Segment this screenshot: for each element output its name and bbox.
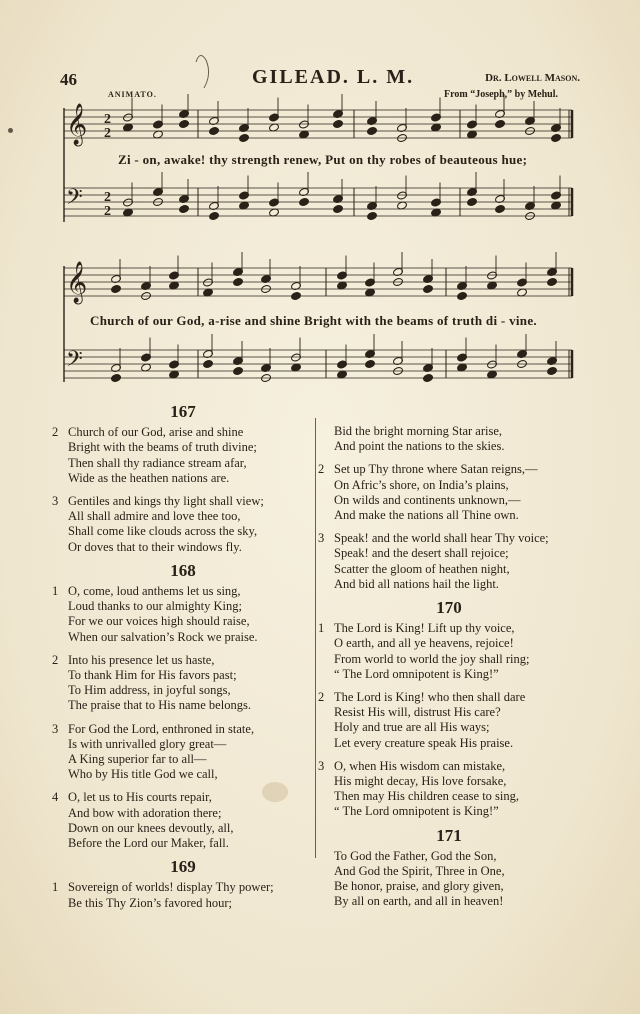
stanza [52,653,314,714]
hymn-number-167: 167 [170,402,196,421]
stanza [52,425,314,486]
page-number: 46 [60,70,77,89]
stanza [52,790,314,851]
stanza-line: To thank Him for His favors past; [68,668,237,683]
hymn-170 [318,621,580,819]
stanza-line: Speak! and the world shall hear Thy voice; [334,531,549,546]
stanza-line: To Him address, in joyful songs, [68,683,231,698]
stanza [52,722,314,783]
stanza-line: Be this Thy Zion’s favored hour; [68,895,232,910]
time-signature: 2 [104,126,111,141]
note-head [367,211,378,220]
stanza-number: 2 [52,425,59,440]
stanza-line: O, let us to His courts repair, [68,790,212,805]
stanza [52,584,314,645]
time-signature: 2 [104,112,111,127]
stanza-number: 3 [52,494,59,509]
stanza-line: For God the Lord, enthroned in state, [68,721,255,736]
stanza-line: The Lord is King! who then shall dare [334,690,526,705]
stanza-line: And make the nations all Thine own. [334,508,519,523]
note-head [457,291,468,300]
stanza-line: “ The Lord omnipotent is King!” [334,666,499,681]
note-head [333,119,344,128]
stanza-number: 3 [52,721,59,736]
note-head [547,366,558,375]
stanza-line: The praise that to His name belongs. [68,698,251,713]
right-column [318,400,580,918]
stanza [318,849,580,910]
stanza-line: Is with unrivalled glory great— [68,736,227,751]
time-signature: 2 [104,204,111,219]
source-credit: From “Joseph,” by Mehul. [444,89,558,100]
note-head [203,359,214,368]
hymn-167 [52,425,314,555]
stanza [318,690,580,751]
note-head [209,126,220,135]
note-head [423,373,434,382]
composer-credit: Dr. Lowell Mason. [485,72,580,84]
hymn-number-169: 169 [170,857,196,877]
note-head [467,197,478,206]
music-lyric-line-1: Zi - on, awake! thy strength renew, Put on thy robes of beauteous hue; [118,152,528,167]
note-head [333,204,344,213]
music-lyric-line-2: Church of our God, a-rise and shine Bright with the beams of truth di - vine. [90,313,537,328]
stanza-number: 2 [52,652,59,667]
hymn-168 [52,584,314,851]
pencil-mark [196,55,209,88]
treble-clef: 𝄞 [66,262,88,303]
stanza-number: 2 [318,690,325,705]
music-score [0,0,640,400]
stanza-line: Sovereign of worlds! display Thy power; [68,880,274,895]
stanza-line: And bid all nations hail the light. [334,576,499,591]
tempo-marking: ANIMATO. [108,90,157,99]
stanza [318,621,580,682]
bass-clef: 𝄢 [66,347,83,377]
note-head [551,133,562,142]
stanza-number: 1 [318,621,325,636]
stanza-line: Down on our knees devoutly, all, [68,820,234,835]
stanza-line: Be honor, praise, and glory given, [334,879,504,894]
stanza-line: His might decay, His love forsake, [334,774,507,789]
stanza-line: Set up Thy throne where Satan reigns,— [334,462,538,477]
note-head [495,119,506,128]
tune-title: GILEAD. L. M. [252,66,415,88]
note-head [299,197,310,206]
bass-clef: 𝄢 [66,185,83,215]
stanza-line: Shall come like clouds across the sky, [68,524,258,539]
stanza-line: Who by His title God we call, [68,767,218,782]
stanza-line: For we our voices high should raise, [68,614,250,629]
stanza-line: Bright with the beams of truth divine; [68,440,257,455]
stanza-line: On Afric’s shore, on India’s plains, [334,477,509,492]
stanza-line: A King superior far to all— [68,752,207,767]
stanza-line: Resist His will, distrust His care? [334,705,501,720]
hymn-169 [318,462,580,592]
hymn-number-170: 170 [436,598,462,618]
stanza-continuation [318,424,580,454]
stanza-line: On wilds and continents unknown,— [334,492,521,507]
stanza-line: O, come, loud anthems let us sing, [68,584,241,599]
stanza-line: Holy and true are all His ways; [334,720,490,735]
hymn-number-168: 168 [170,560,196,580]
note-head [111,284,122,293]
note-head [239,133,250,142]
note-head [547,277,558,286]
hymn-169-continuation [318,424,580,454]
stanza [318,462,580,523]
staff-systems [64,94,572,383]
stanza-number: 3 [318,531,325,546]
stanza-line: Bid the bright morning Star arise, [334,424,503,438]
stanza-line: Into his presence let us haste, [68,652,215,667]
left-column [52,400,314,919]
note-head [233,277,244,286]
stanza-line: Wide as the heathen nations are. [68,470,230,485]
stanza-line: Loud thanks to our almighty King; [68,599,242,614]
stanza-number: 2 [318,462,325,477]
note-head [233,366,244,375]
stanza-line: Scatter the gloom of heathen night, [334,561,510,576]
treble-clef: 𝄞 [66,104,88,145]
note-head [179,204,190,213]
stanza-line: And point the nations to the skies. [334,439,505,454]
stanza-line: Church of our God, arise and shine [68,425,244,440]
note-head [291,291,302,300]
stanza [318,531,580,592]
stanza-number: 1 [52,880,59,895]
stanza-line: Or doves that to their windows fly. [68,539,242,554]
note-head [365,359,376,368]
stanza-line: By all on earth, and all in heaven! [334,894,504,909]
stanza-line: And God the Spirit, Three in One, [334,864,505,879]
stanza-number: 3 [318,758,325,773]
stanza [52,880,314,910]
note-head [111,373,122,382]
column-divider [315,418,316,858]
stanza-line: Before the Lord our Maker, fall. [68,836,229,851]
stanza-line: The Lord is King! Lift up thy voice, [334,621,515,636]
stanza-line: And bow with adoration there; [68,805,222,820]
stanza-line: O earth, and all ye heavens, rejoice! [334,636,514,651]
stanza-line: Gentiles and kings thy light shall view; [68,494,264,509]
stanza-line: Then may His children cease to sing, [334,789,520,804]
hymn-171-doxology [318,849,580,910]
hymn-number-171: 171 [436,825,462,845]
stanza-number: 4 [52,790,59,805]
stanza-line: Speak! and the desert shall rejoice; [334,546,509,561]
note-head [209,211,220,220]
note-head [367,126,378,135]
stanza-line: O, when His wisdom can mistake, [334,758,506,773]
stanza-line: To God the Father, God the Son, [334,848,497,863]
note-head [179,119,190,128]
stanza-number: 1 [52,584,59,599]
stanza-line: All shall admire and love thee too, [68,509,241,524]
note-head [495,204,506,213]
stanza-line: Then shall thy radiance stream afar, [68,455,247,470]
hymn-169-stanza-1 [52,880,314,910]
stanza [52,494,314,555]
note-head [423,284,434,293]
stanza-line: “ The Lord omnipotent is King!” [334,804,499,819]
stanza [318,759,580,820]
stanza-line: From world to world the joy shall ring; [334,651,530,666]
stanza-line: When our salvation’s Rock we praise. [68,629,258,644]
stanza-line: Let every creature speak His praise. [334,735,514,750]
time-signature: 2 [104,190,111,205]
